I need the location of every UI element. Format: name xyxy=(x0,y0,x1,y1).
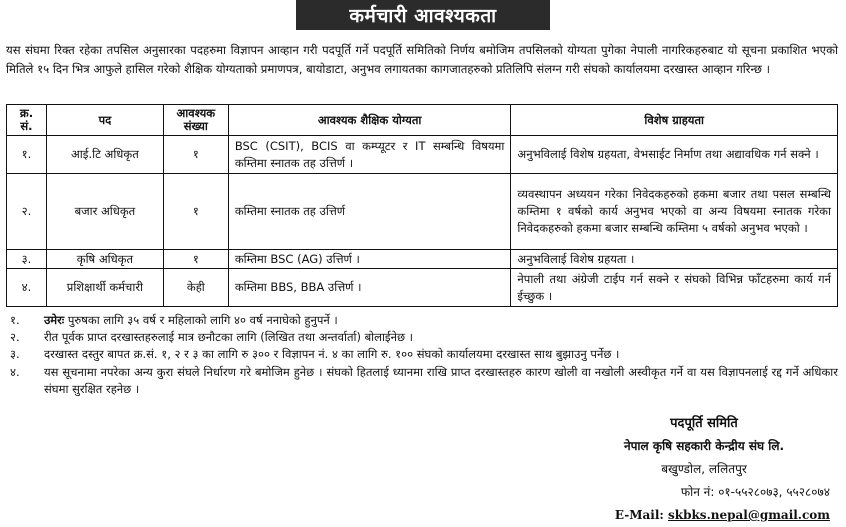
row-qualification: BSC (CSIT), BCIS वा कम्प्यूटर र IT सम्बन्धि विषयमा कम्तिमा स्नातक तह उत्तिर्ण । xyxy=(228,136,511,174)
row-sn: ३. xyxy=(7,250,47,269)
list-item xyxy=(6,329,838,346)
committee-name: पदपूर्ति समिति xyxy=(670,416,738,431)
email-line xyxy=(574,504,834,527)
vacancy-table xyxy=(6,104,838,307)
intro-paragraph: यस संघमा रिक्त रहेका तपसिल अनुसारका पदहरुमा विज्ञापन आव्हान गरी पदपूर्ति गर्ने पदपूर्ति समितिको निर्णय बमोजिम तपसिलको योग्यता पुगेका नेपाली नागरिकहरुबाट यो सूचना प्रकाशित भएको मितिले १५ दिन भित्र आफुले हासिल गरेको शैक्षिक योग्यताको प्रमाणपत्र, बायोडाटा, अनुभव लगायतका कागजातहरुको प्रतिलिपि संलग्न गरी संघको कार्यालयमा दरखास्त आव्हान गरिन्छ । xyxy=(6,43,838,76)
row-count: १ xyxy=(163,174,228,250)
row-count: १ xyxy=(163,136,228,174)
table-row xyxy=(7,136,838,174)
row-post: बजार अधिकृत xyxy=(46,174,163,250)
address: बखुण्डोल, ललितपुर xyxy=(661,462,747,476)
note-text: यस सूचनामा नपरेका अन्य कुरा संघले निर्धारण गरे बमोजिम हुनेछ । संघको हितलाई ध्यानमा राखि प्राप्त दरखास्तहरु कारण खोली वा नखोली अस्वीकृत गर्ने वा यस विज्ञापनलाई रद्द गर्ने अधिकार संघमा सुरक्षित रहनेछ । xyxy=(44,364,838,396)
notice-title: कर्मचारी आवश्यकता xyxy=(296,0,550,30)
organization-name: नेपाल कृषि सहकारी केन्द्रीय संघ लि. xyxy=(623,439,785,453)
header-count: आवश्यक संख्या xyxy=(163,105,228,136)
notes-list xyxy=(6,312,838,398)
email-label: E-Mail: xyxy=(614,508,664,522)
header-qualification: आवश्यक शैक्षिक योग्यता xyxy=(228,105,511,136)
row-sn: १. xyxy=(7,136,47,174)
note-text: दरखास्त दस्तुर बापत क्र.सं. १, २ र ३ का लागि रु ३०० र विज्ञापन नं. ४ का लागि रु. १०० संघको कार्यालयमा दरखास्त साथ बुझाउनु पर्नेछ । xyxy=(44,347,620,362)
header-preference: विशेष ग्राहयता xyxy=(511,105,838,136)
row-post: कृषि अधिकृत xyxy=(46,250,163,269)
email-link[interactable]: skbks.nepal@gmail.com xyxy=(668,508,830,522)
table-row xyxy=(7,174,838,250)
list-item xyxy=(6,364,838,398)
row-count: केही xyxy=(163,269,228,307)
row-preference: अनुभविलाई विशेष ग्रहयता, वेभसाईट निर्माण तथा अद्यावधिक गर्न सक्ने । xyxy=(511,136,838,174)
list-item xyxy=(6,312,838,329)
row-post: प्रशिक्षार्थी कर्मचारी xyxy=(46,269,163,307)
header-post: पद xyxy=(46,105,163,136)
header-sn: क्र. सं. xyxy=(7,105,47,136)
signature-block xyxy=(574,412,834,527)
list-item xyxy=(6,346,838,363)
phone-number: फोन नं: ०१-५५२८०७३, ५५२८०७४ xyxy=(680,485,830,499)
row-sn: ४. xyxy=(7,269,47,307)
note-number: २. xyxy=(10,330,20,345)
table-row xyxy=(7,269,838,307)
row-preference: अनुभविलाई विशेष ग्रहयता । xyxy=(511,250,838,269)
row-count: १ xyxy=(163,250,228,269)
row-qualification: कम्तिमा BBS, BBA उत्तिर्ण । xyxy=(228,269,511,307)
table-header-row xyxy=(7,105,838,136)
note-number: ३. xyxy=(10,347,20,362)
row-qualification: कम्तिमा स्नातक तह उत्तिर्ण xyxy=(228,174,511,250)
note-text: पुरुषका लागि ३५ वर्ष र महिलाको लागि ४० वर्ष ननाघेको हुनुपर्ने । xyxy=(64,313,338,327)
note-number: ४. xyxy=(10,364,20,379)
note-label: उमेरः xyxy=(44,313,65,327)
note-number: १. xyxy=(10,313,20,327)
note-text: रीत पूर्वक प्राप्त दरखास्तहरुलाई मात्र छनौटका लागि (लिखित तथा अन्तर्वार्ता) बोलाईनेछ । xyxy=(44,330,414,345)
row-preference: नेपाली तथा अंग्रेजी टाईप गर्न सक्ने र संघको विभिन्न फाँटहरुमा कार्य गर्न ईच्छुक । xyxy=(511,269,838,307)
row-sn: २. xyxy=(7,174,47,250)
row-qualification: कम्तिमा BSC (AG) उत्तिर्ण । xyxy=(228,250,511,269)
row-preference: व्यवस्थापन अध्ययन गरेका निवेदकहरुको हकमा बजार तथा पसल सम्बन्धि कम्तिमा १ वर्षको कार्य अनुभव भएको वा अन्य विषयमा स्नातक गरेका निवेदकहरुको हकमा बजार सम्बन्धि कम्तिमा ५ वर्षको अनुभव भएको । xyxy=(511,174,838,250)
table-row xyxy=(7,250,838,269)
row-post: आई.टि अधिकृत xyxy=(46,136,163,174)
